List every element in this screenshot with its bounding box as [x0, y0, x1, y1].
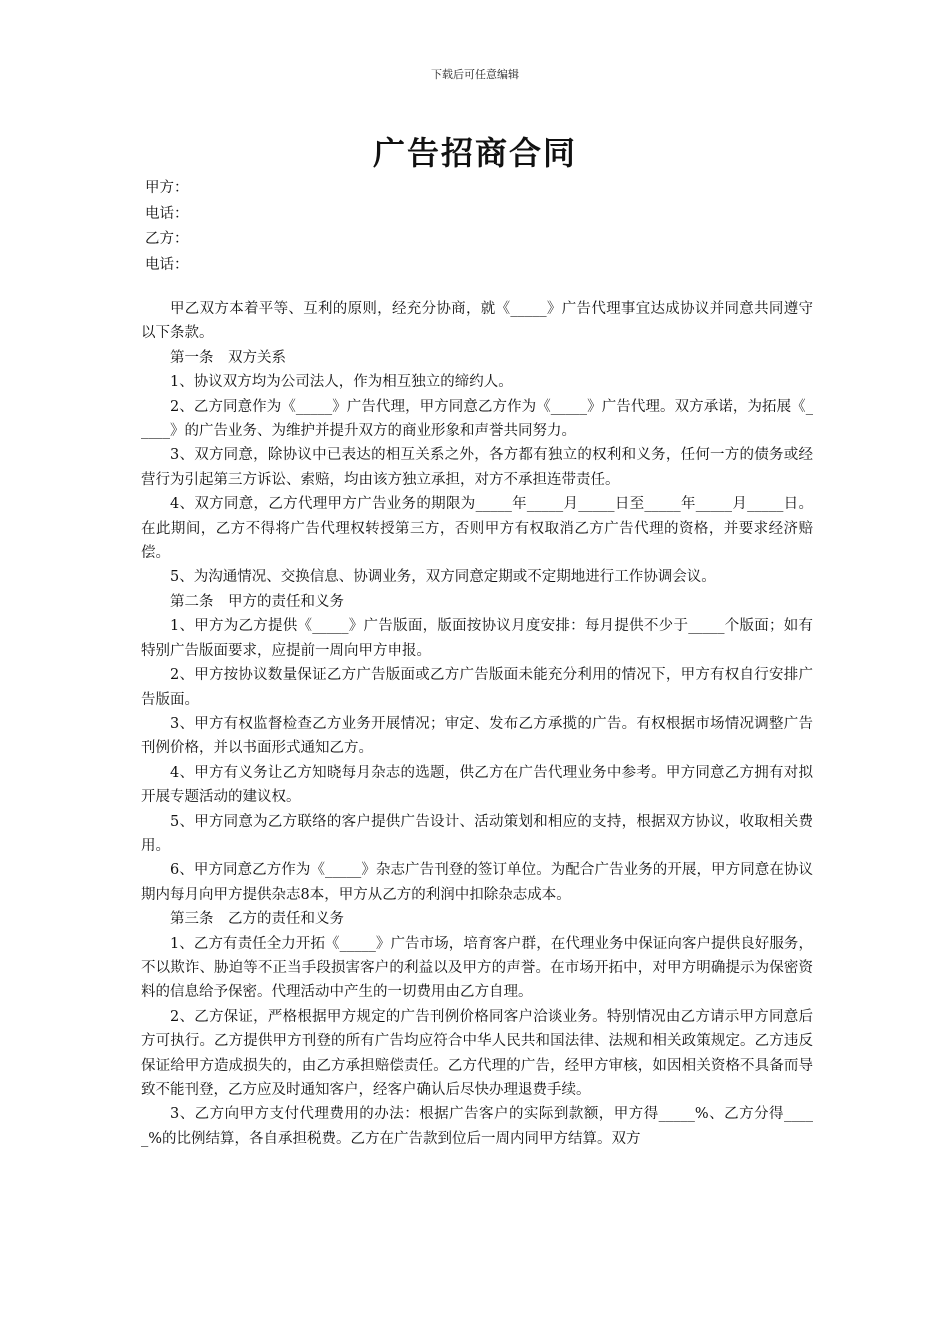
article-2-clause-2: 2、甲方按协议数量保证乙方广告版面或乙方广告版面未能充分利用的情况下，甲方有权自行安排广告版面。 — [141, 667, 813, 708]
article-1-clause-3: 3、双方同意，除协议中已表达的相互关系之外，各方都有独立的权利和义务，任何一方的债务或经营行为引起第三方诉讼、索赔，均由该方独立承担，对方不承担连带责任。 — [141, 447, 813, 488]
article-1-heading: 第一条 双方关系 — [170, 349, 286, 366]
party-b-phone-label: 电话： — [145, 256, 189, 273]
article-1-clause-5: 5、为沟通情况、交换信息、协调业务，双方同意定期或不定期地进行工作协调会议。 — [170, 569, 716, 586]
article-2-heading: 第二条 甲方的责任和义务 — [170, 593, 344, 610]
article-3-clause-2: 2、乙方保证，严格根据甲方规定的广告刊例价格同客户洽谈业务。特别情况由乙方请示甲方同意后方可执行。乙方提供甲方刊登的所有广告均应符合中华人民共和国法律、法规和相关政策规定。乙方违反保证给甲方造成损失的，由乙方承担赔偿责任。乙方代理的广告，经甲方审核，如因相关资格不具备而导致不能刊登，乙方应及时通知客户，经客户确认后尽快办理退费手续。 — [141, 1008, 813, 1098]
document-title: 广告招商合同 — [372, 134, 577, 172]
party-a-phone-label: 电话： — [145, 205, 189, 222]
article-1-clause-2: 2、乙方同意作为《_____》广告代理，甲方同意乙方作为《_____》广告代理。双方承诺，为拓展《_____》的广告业务、为维护并提升双方的商业形象和声誉共同努力。 — [141, 398, 813, 440]
party-a-label: 甲方： — [145, 180, 189, 196]
contract-body — [141, 297, 813, 1151]
article-2-clause-4: 4、甲方有义务让乙方知晓每月杂志的选题，供乙方在广告代理业务中参考。甲方同意乙方拥有对拟开展专题活动的建议权。 — [141, 764, 813, 806]
article-2-clause-5: 5、甲方同意为乙方联络的客户提供广告设计、活动策划和相应的支持，根据双方协议，收取相关费用。 — [141, 813, 813, 854]
article-1-clause-1: 1、协议双方均为公司法人，作为相互独立的缔约人。 — [170, 374, 513, 391]
article-3-clause-3: 3、乙方向甲方支付代理费用的办法：根据广告客户的实际到款额，甲方得_____%、乙方分得_____%的比例结算，各自承担税费。乙方在广告款到位后一周内同甲方结算。双方 — [141, 1106, 813, 1147]
article-2-clause-6: 6、甲方同意乙方作为《_____》杂志广告刊登的签订单位。为配合广告业务的开展，甲方同意在协议期内每月向甲方提供杂志8本，甲方从乙方的利润中扣除杂志成本。 — [141, 862, 813, 903]
article-1-clause-4: 4、双方同意，乙方代理甲方广告业务的期限为_____年_____月_____日至_____年_____月_____日。在此期间，乙方不得将广告代理权转授第三方，否则甲方有权取消乙方广告代理的资格，并要求经济赔偿。 — [141, 496, 813, 562]
intro-paragraph: 甲乙双方本着平等、互利的原则，经充分协商，就《_____》广告代理事宜达成协议并同意共同遵守以下条款。 — [141, 301, 813, 342]
article-2-clause-1: 1、甲方为乙方提供《_____》广告版面，版面按协议月度安排：每月提供不少于_____个版面；如有特别广告版面要求，应提前一周向甲方申报。 — [141, 618, 813, 659]
article-2-clause-3: 3、甲方有权监督检查乙方业务开展情况；审定、发布乙方承揽的广告。有权根据市场情况调整广告刊例价格，并以书面形式通知乙方。 — [141, 715, 813, 757]
article-3-clause-1: 1、乙方有责任全力开拓《_____》广告市场，培育客户群，在代理业务中保证向客户提供良好服务，不以欺诈、胁迫等不正当手段损害客户的利益以及甲方的声誉。在市场开拓中，对甲方明确提示为保密资料的信息给予保密。代理活动中产生的一切费用由乙方自理。 — [141, 935, 813, 1001]
party-b-label: 乙方： — [145, 231, 189, 247]
party-info — [145, 176, 815, 278]
header-note: 下载后可任意编辑 — [431, 68, 519, 81]
article-3-heading: 第三条 乙方的责任和义务 — [170, 911, 344, 928]
